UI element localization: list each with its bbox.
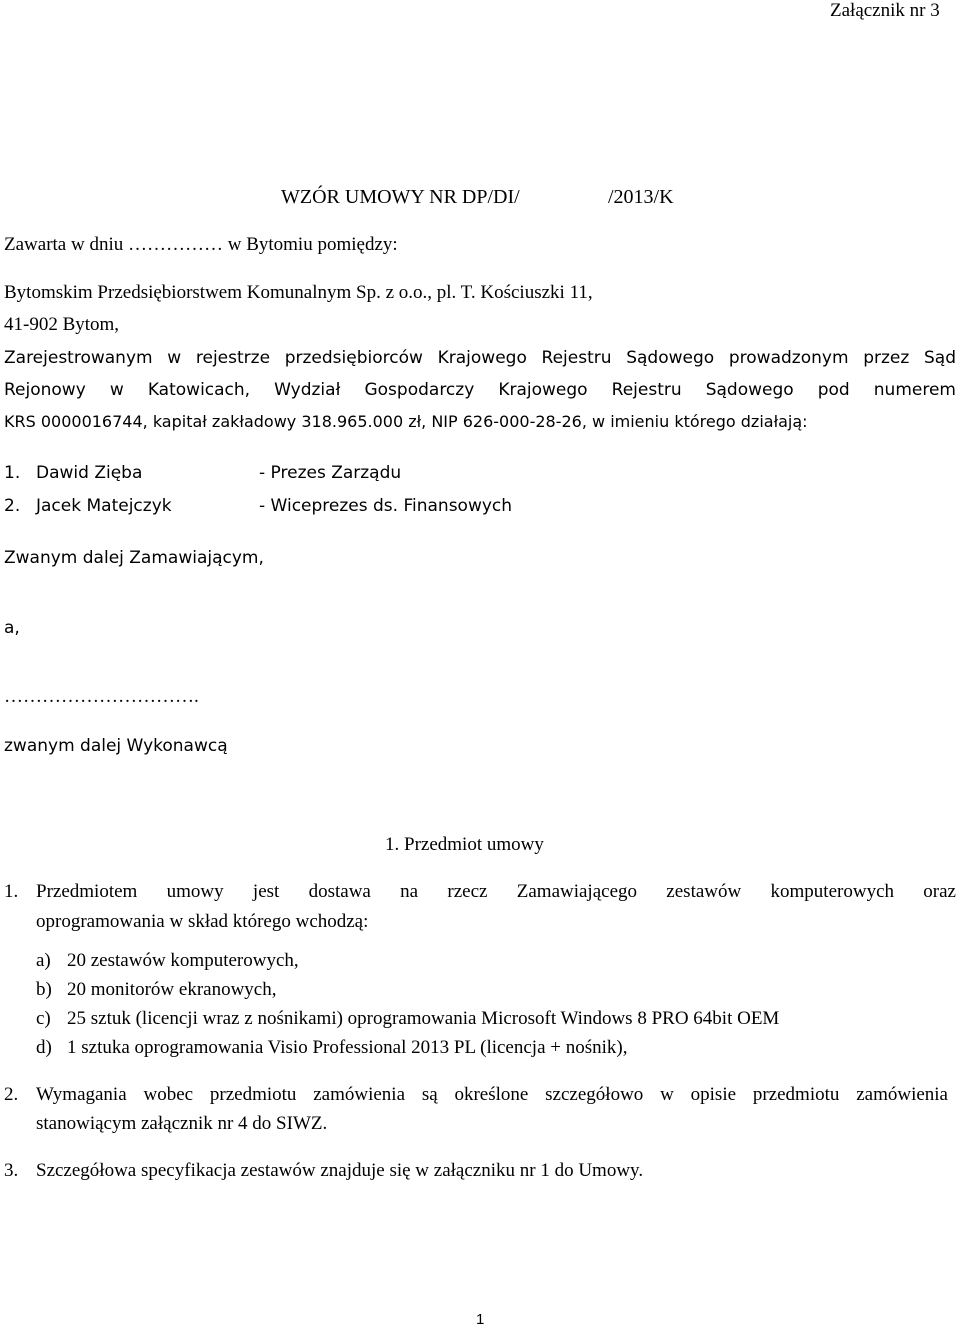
item2-line-1: Wymagania wobec przedmiotu zamówienia są określone szczegółowo w opisie przedmiotu zamówienia bbox=[36, 1084, 948, 1105]
party1-registry-line-1: Zarejestrowanym w rejestrze przedsiębiorców Krajowego Rejestru Sądowego prowadzonym przez Sąd bbox=[4, 348, 956, 368]
item1-line-1: Przedmiotem umowy jest dostawa na rzecz Zamawiającego zestawów komputerowych oraz bbox=[36, 881, 956, 902]
item2-line-2: stanowiącym załącznik nr 4 do SIWZ. bbox=[36, 1113, 328, 1134]
page-number: 1 bbox=[476, 1311, 485, 1328]
representative-1-role: - Prezes Zarządu bbox=[259, 463, 402, 483]
representative-2-number: 2. bbox=[4, 496, 21, 516]
party1-name: Bytomskim Przedsiębiorstwem Komunalnym Sp. z o.o., pl. T. Kościuszki 11, bbox=[4, 282, 593, 303]
document-title-suffix: /2013/K bbox=[608, 186, 674, 208]
subitem-b-letter: b) bbox=[36, 979, 52, 1000]
subitem-c-text: 25 sztuk (licencji wraz z nośnikami) oprogramowania Microsoft Windows 8 PRO 64bit OEM bbox=[67, 1008, 780, 1029]
item3-number: 3. bbox=[4, 1160, 19, 1181]
subitem-d-letter: d) bbox=[36, 1037, 52, 1058]
representative-1-number: 1. bbox=[4, 463, 21, 483]
subitem-c-letter: c) bbox=[36, 1008, 51, 1029]
party1-registry-line-3: KRS 0000016744, kapitał zakładowy 318.965.000 zł, NIP 626-000-28-26, w imieniu którego działają: bbox=[4, 412, 808, 431]
item1-line-2: oprogramowania w skład którego wchodzą: bbox=[36, 911, 369, 932]
attachment-label: Załącznik nr 3 bbox=[830, 0, 940, 21]
party1-address: 41-902 Bytom, bbox=[4, 314, 120, 335]
party1-designation: Zwanym dalej Zamawiającym, bbox=[4, 548, 264, 568]
section1-heading: 1. Przedmiot umowy bbox=[385, 834, 544, 855]
representative-2-name: Jacek Matejczyk bbox=[36, 496, 172, 516]
document-title: WZÓR UMOWY NR DP/DI/ bbox=[281, 186, 520, 208]
subitem-d-text: 1 sztuka oprogramowania Visio Professional 2013 PL (licencja + nośnik), bbox=[67, 1037, 628, 1058]
party1-registry-line-2: Rejonowy w Katowicach, Wydział Gospodarczy Krajowego Rejestru Sądowego pod numerem bbox=[4, 380, 956, 400]
concluded-line: Zawarta w dniu …………… w Bytomiu pomiędzy: bbox=[4, 234, 398, 255]
representative-2-role: - Wiceprezes ds. Finansowych bbox=[259, 496, 513, 516]
subitem-a-text: 20 zestawów komputerowych, bbox=[67, 950, 299, 971]
representative-1-name: Dawid Zięba bbox=[36, 463, 143, 483]
subitem-a-letter: a) bbox=[36, 950, 51, 971]
conjunction: a, bbox=[4, 618, 20, 638]
item2-number: 2. bbox=[4, 1084, 19, 1105]
item1-number: 1. bbox=[4, 881, 19, 902]
party2-designation: zwanym dalej Wykonawcą bbox=[4, 736, 228, 756]
party2-placeholder: …………………………. bbox=[4, 686, 199, 707]
item3-text: Szczegółowa specyfikacja zestawów znajduje się w załączniku nr 1 do Umowy. bbox=[36, 1160, 644, 1181]
subitem-b-text: 20 monitorów ekranowych, bbox=[67, 979, 277, 1000]
